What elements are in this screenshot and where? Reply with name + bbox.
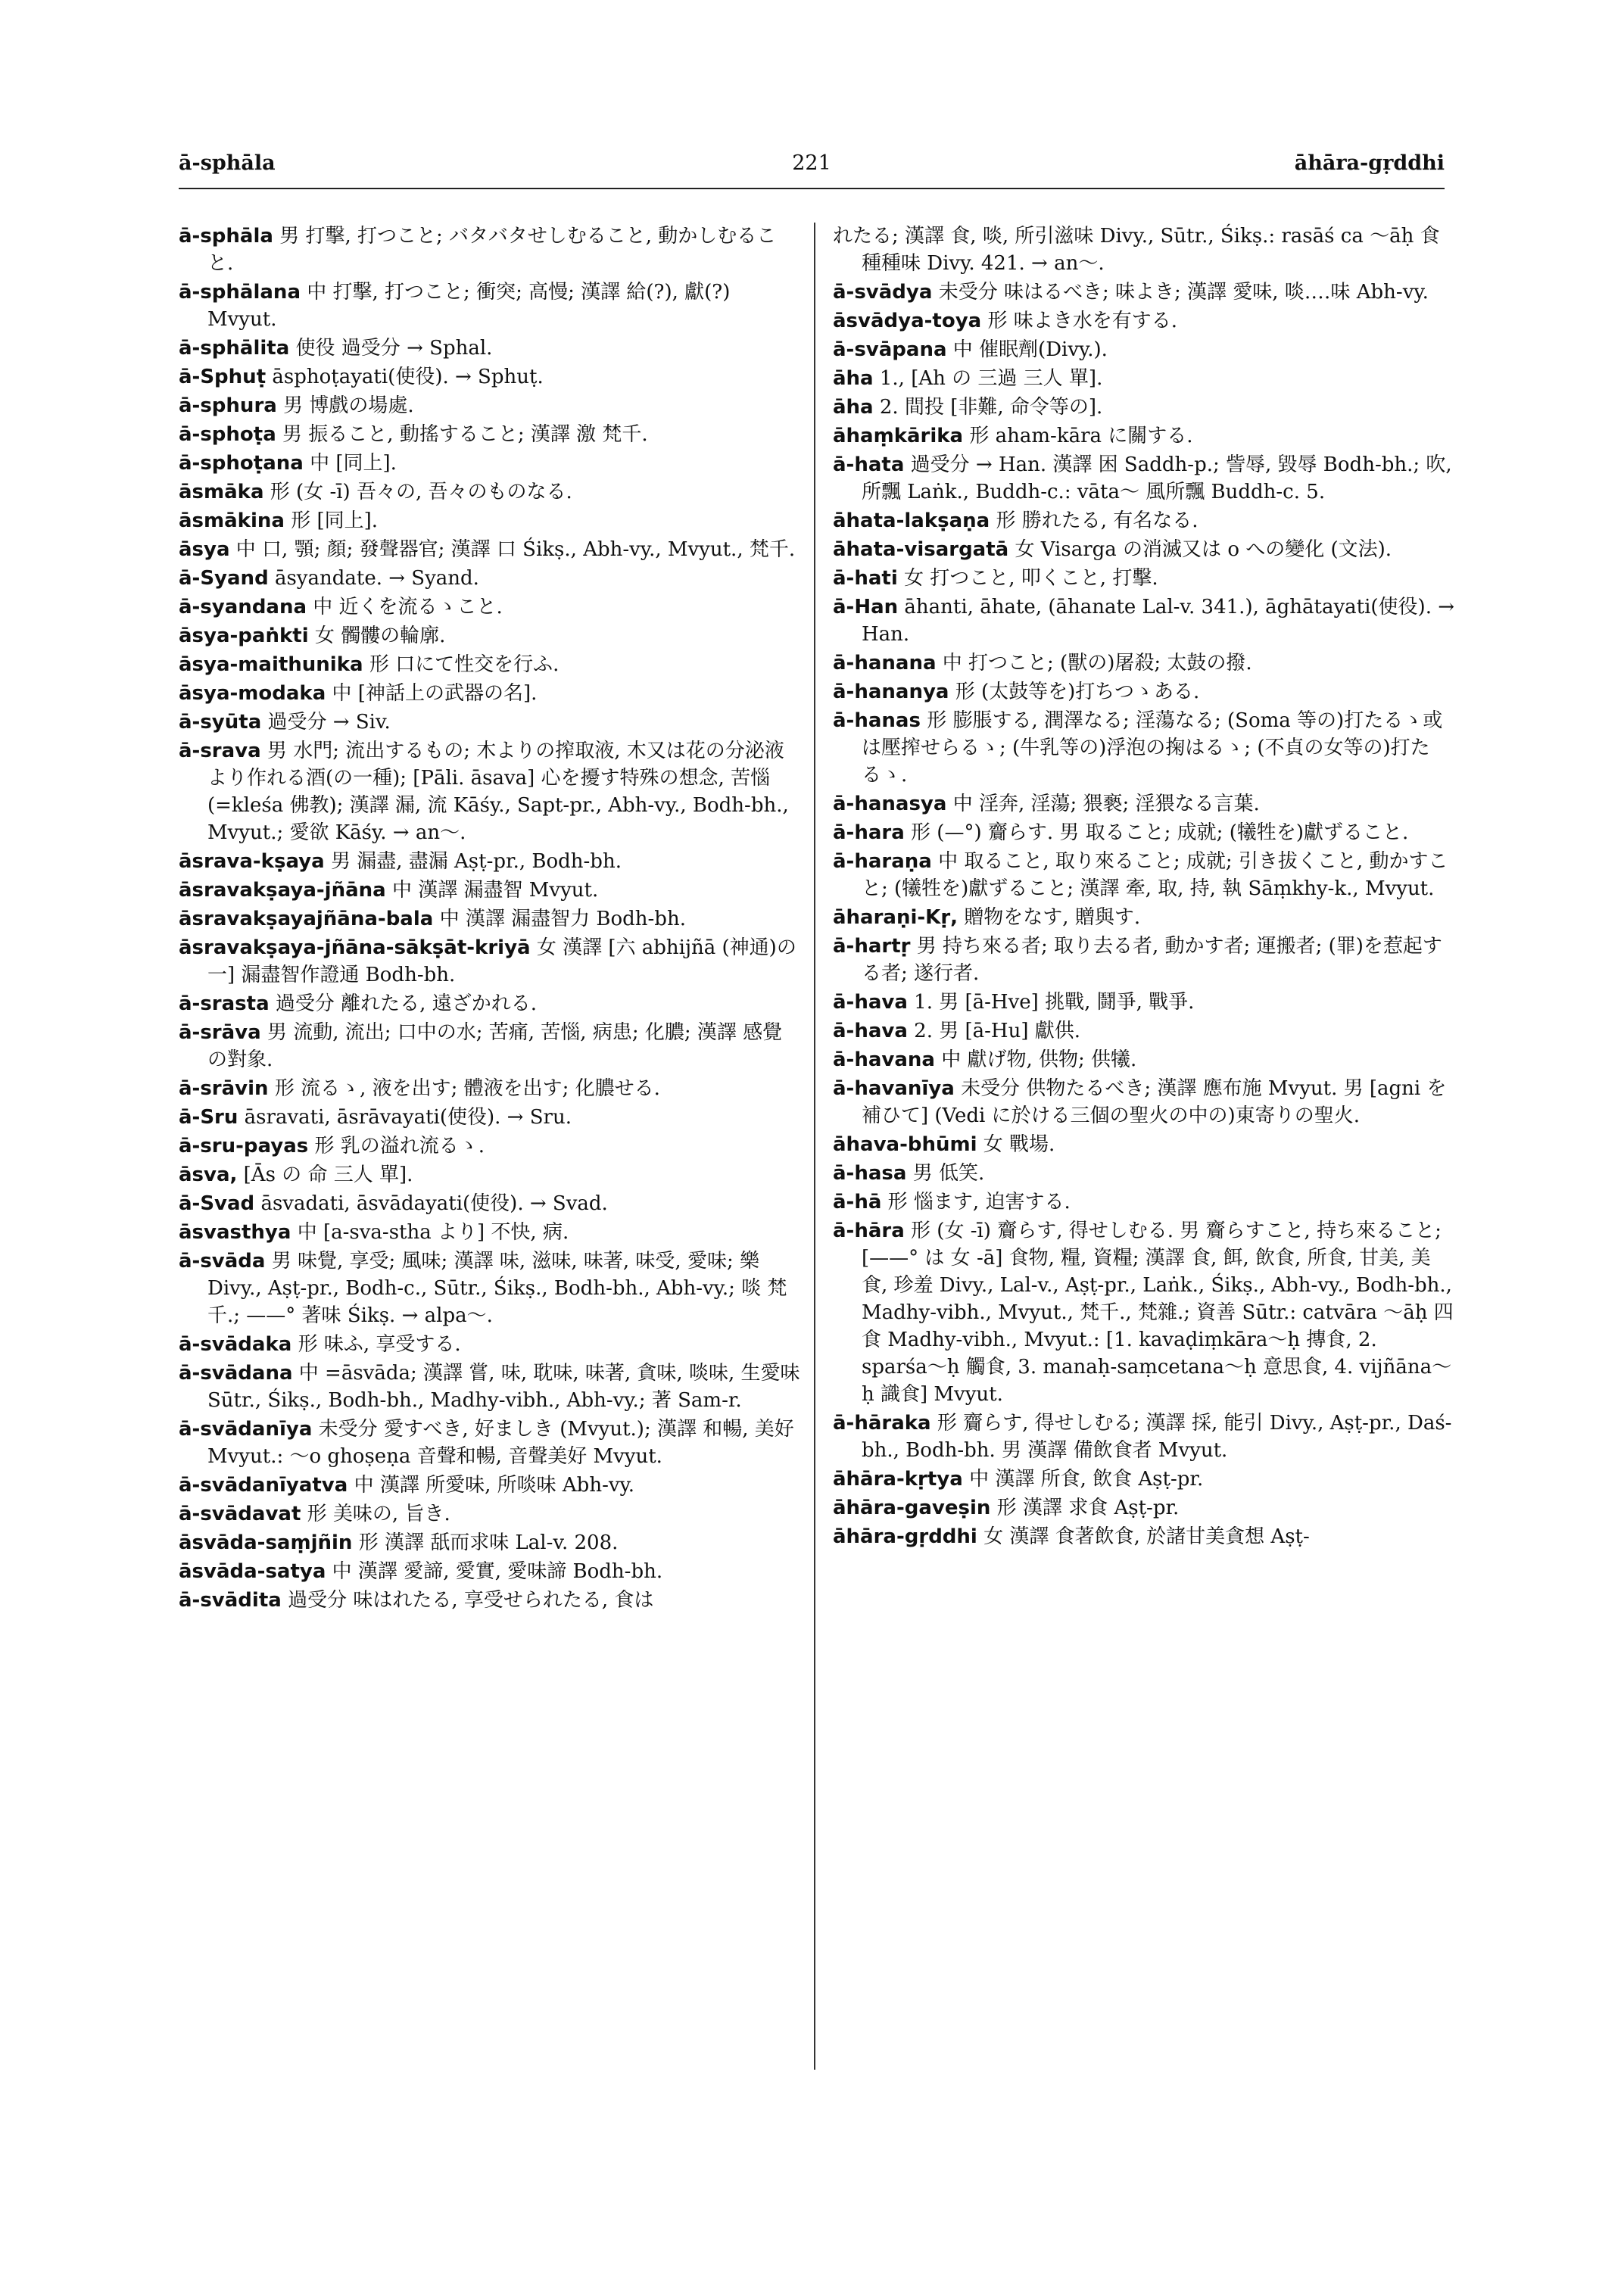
dictionary-entry bbox=[833, 451, 1455, 506]
entry-definition: 男 低笑. bbox=[912, 1162, 985, 1185]
dictionary-entry bbox=[833, 422, 1455, 450]
entry-headword: āsvāda-satya bbox=[179, 1560, 326, 1583]
dictionary-entry bbox=[179, 1190, 801, 1217]
dictionary-entry bbox=[179, 279, 801, 333]
entry-headword: ā-hanasya bbox=[833, 793, 947, 815]
dictionary-entry bbox=[179, 1219, 801, 1246]
entry-headword: āsva, bbox=[179, 1164, 238, 1186]
dictionary-entry bbox=[179, 1331, 801, 1358]
entry-headword: ā-svādita bbox=[179, 1589, 282, 1612]
entry-headword: ā-svādanīya bbox=[179, 1418, 313, 1441]
entry-headword: āhaṃkārika bbox=[833, 425, 964, 447]
dictionary-entry bbox=[179, 335, 801, 362]
entry-headword: ā-svādaka bbox=[179, 1333, 292, 1356]
entry-definition: 中 漢譯 漏盡智 Mvyut. bbox=[391, 879, 599, 902]
entry-headword: ā-syūta bbox=[179, 711, 262, 734]
dictionary-entry bbox=[833, 536, 1455, 563]
entry-definition: 1. 男 [ā-Hve] 挑戰, 鬪爭, 戰爭. bbox=[914, 991, 1195, 1014]
entry-headword: āhava-bhūmi bbox=[833, 1133, 977, 1156]
entry-definition: 2. 男 [ā-Hu] 獻供. bbox=[914, 1020, 1081, 1042]
entry-headword: ā-sphoṭana bbox=[179, 452, 304, 475]
dictionary-entry bbox=[179, 1472, 801, 1499]
entry-headword: āsrava-kṣaya bbox=[179, 850, 325, 873]
entry-headword: ā-hati bbox=[833, 567, 898, 590]
entry-definition: 形 漢譯 求食 Aṣṭ-pr. bbox=[996, 1497, 1180, 1519]
dictionary-entry bbox=[179, 1416, 801, 1470]
entry-definition: 女 漢譯 食著飲食, 於諸甘美貪想 Aṣṭ- bbox=[983, 1525, 1310, 1548]
entry-headword: āsravakṣayajñāna-bala bbox=[179, 908, 434, 930]
entry-definition: 中 漢譯 愛諦, 愛實, 愛味諦 Bodh-bh. bbox=[332, 1560, 663, 1583]
dictionary-entry bbox=[179, 1161, 801, 1189]
dictionary-entry bbox=[833, 223, 1455, 277]
entry-definition: 中 打擊, 打つこと; 衝突; 高慢; 漢譯 給(?), 獻(?) Mvyut. bbox=[207, 281, 731, 331]
entry-headword: ā-svādanīyatva bbox=[179, 1474, 348, 1497]
entry-definition: 未受分 供物たるべき; 漢譯 應布施 Mvyut. 男 [agni を補ひて] (Vedi に於ける三個の聖火の中の)東寄りの聖火. bbox=[862, 1077, 1447, 1127]
entry-headword: ā-havana bbox=[833, 1048, 935, 1071]
entry-definition: 形 味ふ, 享受する. bbox=[298, 1333, 461, 1356]
entry-definition: 女 打つこと, 叩くこと, 打擊. bbox=[904, 567, 1158, 590]
entry-headword: ā-svādavat bbox=[179, 1503, 301, 1525]
entry-definition: 中 近くを流るゝこと. bbox=[313, 596, 503, 618]
dictionary-entry bbox=[833, 365, 1455, 392]
entry-headword: ā-srāva bbox=[179, 1021, 261, 1044]
entry-definition: 未受分 味はるべき; 味よき; 漢譯 愛味, 啖‥‥味 Abh-vy. bbox=[938, 281, 1429, 304]
entry-headword: āsmākina bbox=[179, 509, 285, 532]
entry-headword: āsvādya-toya bbox=[833, 310, 982, 332]
entry-headword: ā-srava bbox=[179, 740, 261, 762]
dictionary-entry bbox=[179, 507, 801, 534]
header-first-headword: ā-sphāla bbox=[179, 151, 276, 175]
entry-definition: 形 乳の溢れ流るゝ. bbox=[314, 1135, 485, 1157]
entry-definition: 中 催眠劑(Divy.). bbox=[952, 338, 1108, 361]
entry-headword: ā-sphāla bbox=[179, 225, 273, 248]
entry-headword: āsvāda-saṃjñin bbox=[179, 1531, 353, 1554]
dictionary-entry bbox=[179, 651, 801, 678]
entry-definition: 形 (—°) 齎らす. 男 取ること; 成就; (犧牲を)獻ずること. bbox=[911, 821, 1409, 844]
dictionary-entry bbox=[833, 848, 1455, 902]
entry-headword: ā-hananya bbox=[833, 681, 949, 703]
dictionary-entry bbox=[179, 594, 801, 621]
entry-headword: āsmāka bbox=[179, 481, 264, 503]
entry-definition: āsphoṭayati(使役). → Sphuṭ. bbox=[272, 366, 544, 388]
entry-definition: 未受分 愛すべき, 好ましき (Mvyut.); 漢譯 和暢, 美好 Mvyut.: 〜o ghoṣeṇa 音聲和暢, 音聲美好 Mvyut. bbox=[207, 1418, 794, 1468]
entry-headword: āsya-maithunika bbox=[179, 653, 363, 676]
entry-definition: [Ās の 命 三人 單]. bbox=[243, 1164, 413, 1186]
entry-headword: ā-Han bbox=[833, 596, 899, 618]
dictionary-entry bbox=[179, 1587, 801, 1614]
entry-headword: ā-hāraka bbox=[833, 1412, 931, 1435]
entry-headword: ā-svādya bbox=[833, 281, 933, 304]
header-rule bbox=[179, 188, 1445, 189]
entry-definition: 男 流動, 流出; 口中の水; 苦痛, 苦惱, 病患; 化膿; 漢譯 感覺の對象. bbox=[207, 1021, 783, 1071]
dictionary-entry bbox=[833, 279, 1455, 306]
entry-headword: āsya-modaka bbox=[179, 682, 326, 705]
entry-definition: 中 取ること, 取り來ること; 成就; 引き拔くこと, 動かすこと; (犧牲を)獻ずること; 漢譯 牽, 取, 持, 執 Sāṃkhy-k., Mvyut. bbox=[862, 850, 1448, 900]
dictionary-entry bbox=[179, 680, 801, 707]
dictionary-entry bbox=[179, 565, 801, 592]
dictionary-entry bbox=[179, 1248, 801, 1329]
entry-definition: āsravati, āsrāvayati(使役). → Sru. bbox=[244, 1106, 572, 1129]
entry-definition: āhanti, āhate, (āhanate Lal-v. 341.), āghātayati(使役). → Han. bbox=[862, 596, 1455, 646]
dictionary-entry bbox=[179, 1104, 801, 1131]
entry-headword: ā-hasa bbox=[833, 1162, 907, 1185]
entry-definition: 中 [a-sva-stha より] 不快, 病. bbox=[297, 1221, 569, 1244]
entry-definition: 形 漢譯 舐而求味 Lal-v. 208. bbox=[358, 1531, 619, 1554]
dictionary-entry bbox=[179, 223, 801, 277]
dictionary-entry bbox=[833, 1523, 1455, 1550]
entry-definition: 中 漢譯 所愛味, 所啖味 Abh-vy. bbox=[354, 1474, 635, 1497]
entry-definition: 中 漢譯 所食, 飲食 Aṣṭ-pr. bbox=[969, 1468, 1204, 1491]
entry-headword: ā-svāpana bbox=[833, 338, 947, 361]
dictionary-entry bbox=[833, 650, 1455, 677]
entry-headword: ā-sphura bbox=[179, 394, 277, 417]
entry-headword: āhāra-gaveṣin bbox=[833, 1497, 991, 1519]
entry-definition: āsyandate. → Syand. bbox=[274, 567, 479, 590]
entry-headword: āhāra-kṛtya bbox=[833, 1468, 963, 1491]
entry-definition: 形 膨脹する, 潤澤なる; 淫蕩なる; (Soma 等の)打たるゝ或は壓搾せらるゝ; (牛乳等の)浮泡の掬はるゝ; (不貞の女等の)打たるゝ. bbox=[862, 709, 1443, 787]
entry-definition: 過受分 味はれたる, 享受せられたる, 食は bbox=[288, 1589, 654, 1612]
entry-headword: ā-hava bbox=[833, 991, 908, 1014]
dictionary-entry bbox=[833, 790, 1455, 818]
entry-definition: 女 漢譯 [六 abhijñā (神通)の一] 漏盡智作證通 Bodh-bh. bbox=[207, 936, 796, 986]
entry-headword: ā-srāvin bbox=[179, 1077, 269, 1100]
entry-definition: 形 惱ます, 迫害する. bbox=[887, 1191, 1071, 1213]
entry-definition: 男 打擊, 打つこと; バタバタせしむること, 動かしむること. bbox=[207, 225, 777, 275]
dictionary-entry bbox=[179, 877, 801, 904]
entry-definition: 形 (女 -ī) 吾々の, 吾々のものなる. bbox=[270, 481, 572, 503]
entry-definition: 男 持ち來る者; 取り去る者, 動かす者; 運搬者; (罪)を惹起する者; 遂行者. bbox=[862, 935, 1442, 985]
dictionary-entry bbox=[833, 307, 1455, 335]
dictionary-entry bbox=[833, 507, 1455, 534]
entry-headword: āhāra-gṛddhi bbox=[833, 1525, 977, 1548]
dictionary-entry bbox=[179, 934, 801, 989]
dictionary-entry bbox=[179, 421, 801, 448]
dictionary-entry bbox=[833, 336, 1455, 363]
entry-definition: 女 戰場. bbox=[983, 1133, 1055, 1156]
entry-headword: āhata-lakṣaṇa bbox=[833, 509, 990, 532]
entry-definition: れたる; 漢譯 食, 啖, 所引滋味 Divy., Sūtr., Śikṣ.: rasāś ca 〜āḥ 食種種味 Divy. 421. → an〜. bbox=[833, 225, 1440, 275]
dictionary-entry bbox=[833, 933, 1455, 987]
entry-headword: ā-haraṇa bbox=[833, 850, 932, 873]
entry-headword: ā-svāda bbox=[179, 1250, 266, 1273]
entry-definition: 中 漢譯 漏盡智力 Bodh-bh. bbox=[439, 908, 686, 930]
entry-definition: 形 美味の, 旨き. bbox=[307, 1503, 450, 1525]
entry-headword: āsravakṣaya-jñāna-sākṣāt-kriyā bbox=[179, 936, 531, 959]
dictionary-entry bbox=[179, 392, 801, 419]
dictionary-entry bbox=[833, 565, 1455, 592]
dictionary-entry bbox=[833, 594, 1455, 648]
entry-headword: ā-Svad bbox=[179, 1192, 255, 1215]
dictionary-entry bbox=[179, 1075, 801, 1102]
entry-headword: āharaṇi-Kṛ, bbox=[833, 906, 959, 929]
dictionary-entry bbox=[833, 1131, 1455, 1158]
entry-headword: āha bbox=[833, 396, 874, 419]
right-column bbox=[833, 223, 1455, 1552]
left-column bbox=[179, 223, 801, 1615]
entry-headword: āsya-paṅkti bbox=[179, 625, 309, 647]
entry-definition: 中 獻げ物, 供物; 供犧. bbox=[941, 1048, 1137, 1071]
dictionary-entry bbox=[833, 1217, 1455, 1408]
entry-definition: 形 aham-kāra に關する. bbox=[969, 425, 1193, 447]
dictionary-entry bbox=[833, 1410, 1455, 1464]
page-number: 221 bbox=[792, 151, 831, 175]
entry-headword: āsvasthya bbox=[179, 1221, 291, 1244]
entry-headword: ā-hava bbox=[833, 1020, 908, 1042]
entry-definition: 形 (太鼓等を)打ちつゝある. bbox=[955, 681, 1200, 703]
dictionary-entry bbox=[179, 622, 801, 650]
entry-headword: ā-sphālana bbox=[179, 281, 301, 304]
header-last-headword: āhāra-gṛddhi bbox=[1294, 151, 1445, 175]
entry-headword: ā-sru-payas bbox=[179, 1135, 309, 1157]
entry-headword: ā-sphoṭa bbox=[179, 423, 276, 446]
dictionary-entry bbox=[833, 1494, 1455, 1522]
entry-definition: 過受分 離れたる, 遠ざかれる. bbox=[275, 992, 537, 1015]
entry-headword: ā-syandana bbox=[179, 596, 307, 618]
entry-headword: ā-Sphuṭ bbox=[179, 366, 267, 388]
entry-definition: 中 打つこと; (獸の)屠殺; 太鼓の撥. bbox=[942, 652, 1252, 675]
entry-definition: 形 流るゝ, 液を出す; 體液を出す; 化膿せる. bbox=[274, 1077, 660, 1100]
entry-headword: ā-svādana bbox=[179, 1362, 293, 1385]
entry-headword: ā-hā bbox=[833, 1191, 882, 1213]
dictionary-entry bbox=[179, 1019, 801, 1073]
entry-definition: āsvadati, āsvādayati(使役). → Svad. bbox=[260, 1192, 608, 1215]
entry-definition: 形 勝れたる, 有名なる. bbox=[996, 509, 1199, 532]
entry-headword: ā-hartṛ bbox=[833, 935, 911, 958]
entry-definition: 男 振ること, 動搖すること; 漢譯 激 梵千. bbox=[282, 423, 648, 446]
dictionary-entry bbox=[833, 394, 1455, 421]
entry-definition: 男 博戲の場處. bbox=[283, 394, 414, 417]
dictionary-entry bbox=[833, 819, 1455, 846]
entry-definition: 形 [同上]. bbox=[291, 509, 379, 532]
dictionary-entry bbox=[179, 1360, 801, 1414]
entry-definition: 男 味覺, 享受; 風味; 漢譯 味, 滋味, 味著, 味受, 愛味; 樂 Divy., Aṣṭ-pr., Bodh-c., Sūtr., Śikṣ., Bodh-bh., Abh-vy.; 啖 梵千.; ——° 著味 Śikṣ. → alpa〜. bbox=[207, 1250, 787, 1327]
entry-headword: ā-Sru bbox=[179, 1106, 238, 1129]
entry-headword: ā-hanana bbox=[833, 652, 937, 675]
dictionary-entry bbox=[833, 904, 1455, 931]
entry-headword: ā-hata bbox=[833, 453, 905, 476]
dictionary-entry bbox=[179, 1132, 801, 1160]
entry-definition: 贈物をなす, 贈與す. bbox=[964, 906, 1141, 929]
entry-definition: 女 Visarga の消滅又は o への變化 (文法). bbox=[1015, 538, 1392, 561]
entry-definition: 過受分 → Siv. bbox=[267, 711, 391, 734]
running-head bbox=[179, 151, 1445, 182]
entry-headword: āha bbox=[833, 367, 874, 390]
entry-definition: 男 水門; 流出するもの; 木よりの搾取液, 木又は花の分泌液より作れる酒(の一種); [Pāli. āsava] 心を擾す特殊の想念, 苦惱 (=kleśa 佛教); 漢譯 漏, 流 Kāśy., Sapt-pr., Abh-vy., Bodh-bh., Mvyut.; 愛欲 Kāśy. → an〜. bbox=[207, 740, 789, 844]
entry-headword: āsravakṣaya-jñāna bbox=[179, 879, 386, 902]
dictionary-entry bbox=[833, 707, 1455, 789]
dictionary-entry bbox=[833, 1189, 1455, 1216]
dictionary-entry bbox=[179, 1529, 801, 1556]
dictionary-entry bbox=[833, 989, 1455, 1016]
dictionary-entry bbox=[179, 990, 801, 1017]
entry-definition: 中 淫奔, 淫蕩; 猥褻; 淫猥なる言葉. bbox=[952, 793, 1260, 815]
dictionary-entry bbox=[179, 709, 801, 736]
entry-definition: 2. 間投 [非難, 命令等の]. bbox=[879, 396, 1103, 419]
entry-headword: āhata-visargatā bbox=[833, 538, 1009, 561]
entry-headword: āsya bbox=[179, 538, 230, 561]
dictionary-entry bbox=[179, 450, 801, 477]
entry-definition: 形 (女 -ī) 齎らす, 得せしむる. 男 齎らすこと, 持ち來ること; [——° は 女 -ā] 食物, 糧, 資糧; 漢譯 食, 餌, 飲食, 所食, 甘美, 美食, 珍羞 Divy., Lal-v., Aṣṭ-pr., Laṅk., Śikṣ., Abh-vy., Bodh-bh., Madhy-vibh., Mvyut., 梵千., 梵雜.; 資善 Sūtr.: catvāra 〜āḥ 四食 Madhy-vibh., Mvyut.: [1. kavaḍiṃkāra〜ḥ 摶食, 2. sparśa〜ḥ 觸食, 3. manaḥ-saṃcetana〜ḥ 意思食, 4. vijñāna〜ḥ 識食] Mvyut. bbox=[862, 1220, 1454, 1406]
entry-definition: 男 漏盡, 盡漏 Aṣṭ-pr., Bodh-bh. bbox=[330, 850, 622, 873]
entry-definition: 中 =āsvāda; 漢譯 嘗, 味, 耽味, 味著, 貪味, 啖味, 生愛味 Sūtr., Śikṣ., Bodh-bh., Madhy-vibh., Abh-vy.; 著 Sam-r. bbox=[207, 1362, 800, 1412]
entry-headword: ā-hāra bbox=[833, 1220, 905, 1242]
entry-headword: ā-srasta bbox=[179, 992, 270, 1015]
dictionary-entry bbox=[179, 1558, 801, 1585]
entry-headword: ā-havanīya bbox=[833, 1077, 955, 1100]
entry-headword: ā-sphālita bbox=[179, 337, 290, 360]
dictionary-entry bbox=[179, 1500, 801, 1528]
entry-definition: 形 口にて性交を行ふ. bbox=[369, 653, 560, 676]
entry-definition: 中 [同上]. bbox=[310, 452, 397, 475]
entry-headword: ā-hara bbox=[833, 821, 905, 844]
entry-headword: ā-Syand bbox=[179, 567, 269, 590]
entry-definition: 過受分 → Han. 漢譯 困 Saddh-p.; 訾辱, 毀辱 Bodh-bh.; 吹, 所飄 Laṅk., Buddh-c.: vāta〜 風所飄 Buddh-c. 5. bbox=[862, 453, 1452, 503]
dictionary-entry bbox=[833, 1075, 1455, 1129]
entry-definition: 中 口, 顎; 顏; 發聲器官; 漢譯 口 Śikṣ., Abh-vy., Mvyut., 梵千. bbox=[235, 538, 796, 561]
entry-definition: 女 髑髏の輪廓. bbox=[314, 625, 446, 647]
dictionary-entry bbox=[833, 678, 1455, 706]
entry-definition: 1., [Ah の 三過 三人 單]. bbox=[879, 367, 1103, 390]
dictionary-entry bbox=[833, 1466, 1455, 1493]
dictionary-entry bbox=[179, 478, 801, 506]
entry-headword: ā-hanas bbox=[833, 709, 921, 732]
dictionary-entry bbox=[833, 1017, 1455, 1045]
dictionary-entry bbox=[833, 1160, 1455, 1187]
dictionary-entry bbox=[179, 363, 801, 391]
entry-definition: 中 [神話上の武器の名]. bbox=[332, 682, 538, 705]
dictionary-entry bbox=[179, 905, 801, 933]
dictionary-entry bbox=[179, 536, 801, 563]
entry-definition: 形 齎らす, 得せしむる; 漢譯 採, 能引 Divy., Aṣṭ-pr., Daś-bh., Bodh-bh. 男 漢譯 備飲食者 Mvyut. bbox=[862, 1412, 1452, 1462]
dictionary-entry bbox=[179, 848, 801, 875]
dictionary-entry bbox=[833, 1046, 1455, 1073]
column-divider bbox=[814, 223, 815, 2070]
entry-definition: 使役 過受分 → Sphal. bbox=[295, 337, 493, 360]
dictionary-entry bbox=[179, 737, 801, 846]
entry-definition: 形 味よき水を有する. bbox=[987, 310, 1177, 332]
